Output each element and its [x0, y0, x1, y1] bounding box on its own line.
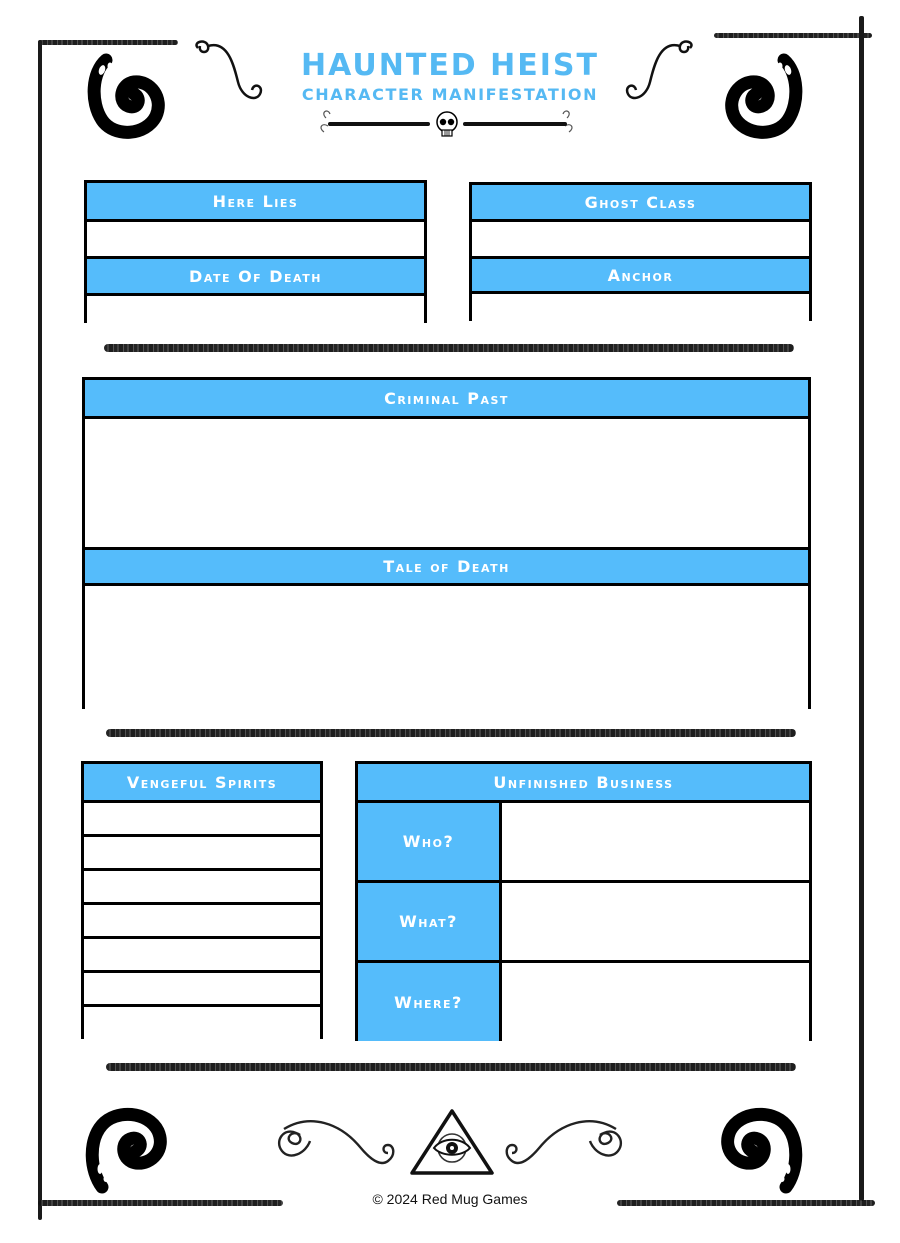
page-title: HAUNTED HEIST	[300, 48, 599, 83]
where-field[interactable]	[502, 963, 809, 1041]
section-divider	[104, 344, 794, 352]
who-label: Who?	[358, 803, 502, 880]
ghost-swirl-icon	[722, 1105, 802, 1193]
criminal-past-field[interactable]	[85, 416, 808, 547]
page-subtitle: CHARACTER MANIFESTATION	[301, 85, 599, 104]
footer-swirl-left	[270, 1113, 405, 1173]
what-field[interactable]	[502, 883, 809, 960]
date-of-death-field[interactable]	[87, 293, 424, 326]
frame-right	[859, 16, 864, 1201]
frame-top-right	[714, 33, 872, 38]
criminal-past-header: Criminal Past	[85, 380, 808, 416]
vengeful-spirit-row[interactable]	[84, 902, 320, 936]
section-divider	[106, 1063, 796, 1071]
vengeful-spirit-row[interactable]	[84, 1004, 320, 1039]
vengeful-spirit-row[interactable]	[84, 834, 320, 868]
section-divider	[106, 729, 796, 737]
here-lies-header: Here Lies	[87, 183, 424, 219]
tale-of-death-field[interactable]	[85, 583, 808, 712]
ghost-class-header: Ghost Class	[472, 185, 809, 219]
vengeful-spirit-row[interactable]	[84, 970, 320, 1004]
footer-swirl-right	[495, 1113, 630, 1173]
what-label: What?	[358, 883, 502, 960]
frame-top-left	[38, 40, 178, 45]
identity-left-panel	[84, 180, 427, 323]
ghost-class-field[interactable]	[472, 219, 809, 256]
title-scroll-right	[463, 108, 581, 138]
all-seeing-eye-icon	[408, 1107, 496, 1177]
ghost-swirl-icon	[86, 1105, 166, 1193]
title-scroll-left	[316, 108, 431, 138]
vengeful-spirits-header: Vengeful Spirits	[84, 764, 320, 800]
anchor-header: Anchor	[472, 256, 809, 291]
vengeful-spirit-row[interactable]	[84, 936, 320, 970]
vengeful-spirit-row[interactable]	[84, 868, 320, 902]
vengeful-spirit-row[interactable]	[84, 800, 320, 834]
skull-icon	[435, 111, 459, 137]
vengeful-spirits-panel	[81, 761, 323, 1039]
what-row	[358, 880, 809, 960]
who-row	[358, 800, 809, 880]
frame-left	[38, 40, 42, 1220]
date-of-death-header: Date Of Death	[87, 256, 424, 293]
backstory-panel	[82, 377, 811, 709]
where-row	[358, 960, 809, 1041]
copyright-text: © 2024 Red Mug Games	[372, 1191, 528, 1207]
tale-of-death-header: Tale of Death	[85, 547, 808, 583]
unfinished-business-panel	[355, 761, 812, 1041]
who-field[interactable]	[502, 803, 809, 880]
unfinished-business-header: Unfinished Business	[358, 764, 809, 800]
anchor-field[interactable]	[472, 291, 809, 324]
identity-right-panel	[469, 182, 812, 321]
here-lies-field[interactable]	[87, 219, 424, 256]
where-label: Where?	[358, 963, 502, 1041]
